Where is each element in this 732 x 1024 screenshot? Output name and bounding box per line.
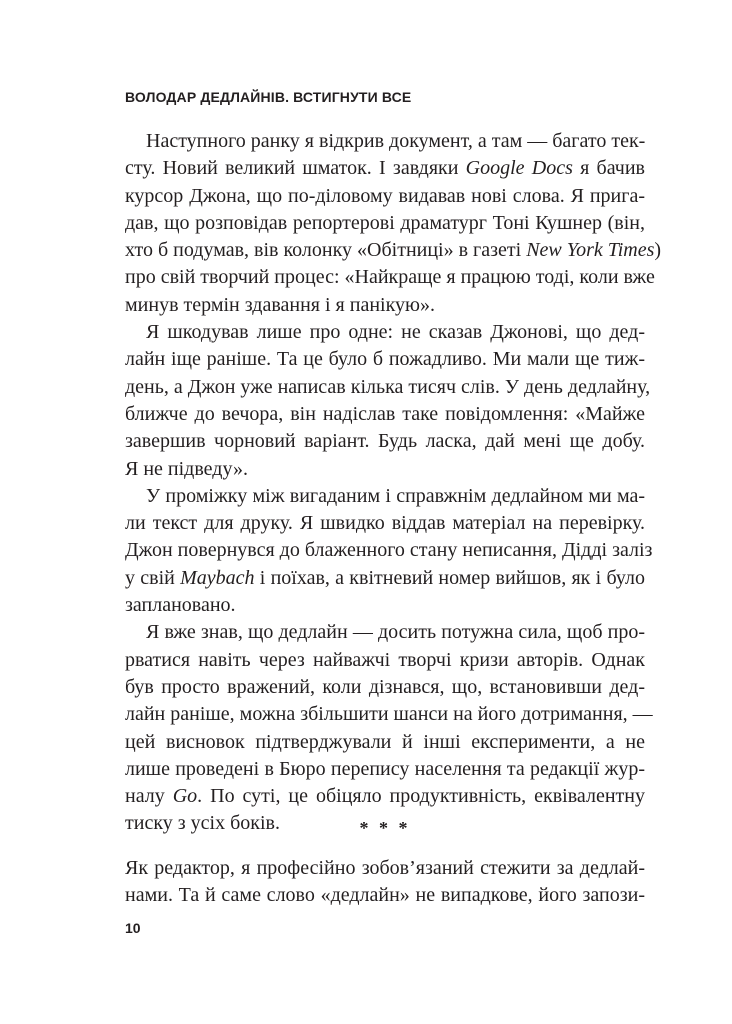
text-run: і поїхав, а квітневий номер вийшов, як і було <box>254 566 645 589</box>
text-line <box>125 292 645 319</box>
text-run: Джон повернувся до блаженного стану неписання, Дідді заліз <box>125 539 653 562</box>
text-line <box>125 674 645 701</box>
text-line <box>125 619 645 646</box>
text-line <box>125 565 645 592</box>
text-line <box>125 537 653 564</box>
text-run: ли текст для друку. Я швидко віддав матеріал на перевірку. <box>125 512 645 535</box>
page-number: 10 <box>125 920 141 936</box>
text-run: Я шкодував лише про одне: не сказав Джонові, що дед- <box>146 321 645 344</box>
text-run: був просто вражений, коли дізнався, що, встановивши дед- <box>125 675 645 698</box>
text-run: Як редактор, я професійно зобов’язаний стежити за дедлай- <box>125 857 645 879</box>
text-line <box>125 729 645 756</box>
text-run: лайн іще раніше. Та це було б пожадливо. Ми мали ще тиж- <box>125 348 645 371</box>
text-line <box>125 592 645 619</box>
text-line <box>125 882 645 909</box>
text-run: завершив чорновий варіант. Будь ласка, дай мені ще добу. <box>125 430 645 453</box>
text-run: цей висновок підтверджували й інші експерименти, а не <box>125 730 645 753</box>
text-run: налу <box>125 785 173 808</box>
text-run: ближче до вечора, він надіслав таке повідомлення: «Майже <box>125 402 645 425</box>
section-separator: * * * <box>359 818 411 838</box>
text-line <box>125 783 645 810</box>
text-line <box>125 756 645 783</box>
italic-text: New York Times <box>526 239 655 262</box>
text-line <box>125 346 645 373</box>
italic-text: Maybach <box>180 566 255 589</box>
text-run: дав, що розповідав репортерові драматург Тоні Кушнер (він, <box>125 211 645 234</box>
text-line <box>125 510 645 537</box>
text-run: у свій <box>125 566 181 589</box>
text-run: про свій творчий процес: «Найкраще я працюю тоді, коли вже <box>125 266 655 289</box>
text-run: Я вже знав, що дедлайн — досить потужна сила, щоб про- <box>146 621 645 644</box>
text-line <box>125 210 645 237</box>
text-run: тиску з усіх боків. <box>125 812 280 835</box>
text-line <box>125 319 645 346</box>
text-line <box>125 264 655 291</box>
text-run: рватися навіть через найважчі творчі кризи авторів. Однак <box>125 648 645 671</box>
text-line <box>125 456 645 483</box>
text-run: лише проведені в Бюро перепису населення та редакції жур- <box>125 757 645 780</box>
text-run: хто б подумав, вів колонку «Обітниці» в газеті <box>125 239 527 262</box>
text-run: сту. Новий великий шматок. І завдяки <box>125 157 466 180</box>
text-run: У проміжку між вигаданим і справжнім дедлайном ми ма- <box>146 484 645 507</box>
text-line <box>125 855 645 882</box>
text-run: лайн раніше, можна збільшити шанси на його дотримання, — <box>125 703 653 726</box>
text-run: нами. Та й саме слово «дедлайн» не випадкове, його запози- <box>125 884 645 907</box>
text-run: ) <box>654 239 662 262</box>
body-text <box>125 128 662 838</box>
text-run: минув термін здавання і я панікую». <box>125 293 435 316</box>
text-run: Я не підведу». <box>125 457 248 480</box>
text-line <box>125 128 645 155</box>
italic-text: Google Docs <box>465 157 573 180</box>
text-run: день, а Джон уже написав кілька тисяч слів. У день дедлайну, <box>125 375 651 398</box>
text-line <box>125 374 651 401</box>
text-run: Наступного ранку я відкрив документ, а там — багато тек- <box>146 130 646 152</box>
text-line <box>125 701 653 728</box>
text-run: курсор Джона, що по-діловому видавав нові слова. Я прига- <box>125 184 645 207</box>
text-line <box>125 401 645 428</box>
text-line <box>125 647 645 674</box>
text-line <box>125 483 645 510</box>
running-head: ВОЛОДАР ДЕДЛАЙНІВ. ВСТИГНУТИ ВСЕ <box>125 89 412 105</box>
text-line <box>125 237 662 264</box>
text-line <box>125 183 645 210</box>
italic-text: Go <box>172 785 198 808</box>
text-run: заплановано. <box>125 594 236 617</box>
text-line <box>125 155 645 182</box>
body-text-continued <box>125 855 645 910</box>
text-run: я бачив <box>572 157 646 180</box>
text-run: . По суті, це обіцяло продуктивність, еквівалентну <box>197 785 645 808</box>
text-line <box>125 428 645 455</box>
